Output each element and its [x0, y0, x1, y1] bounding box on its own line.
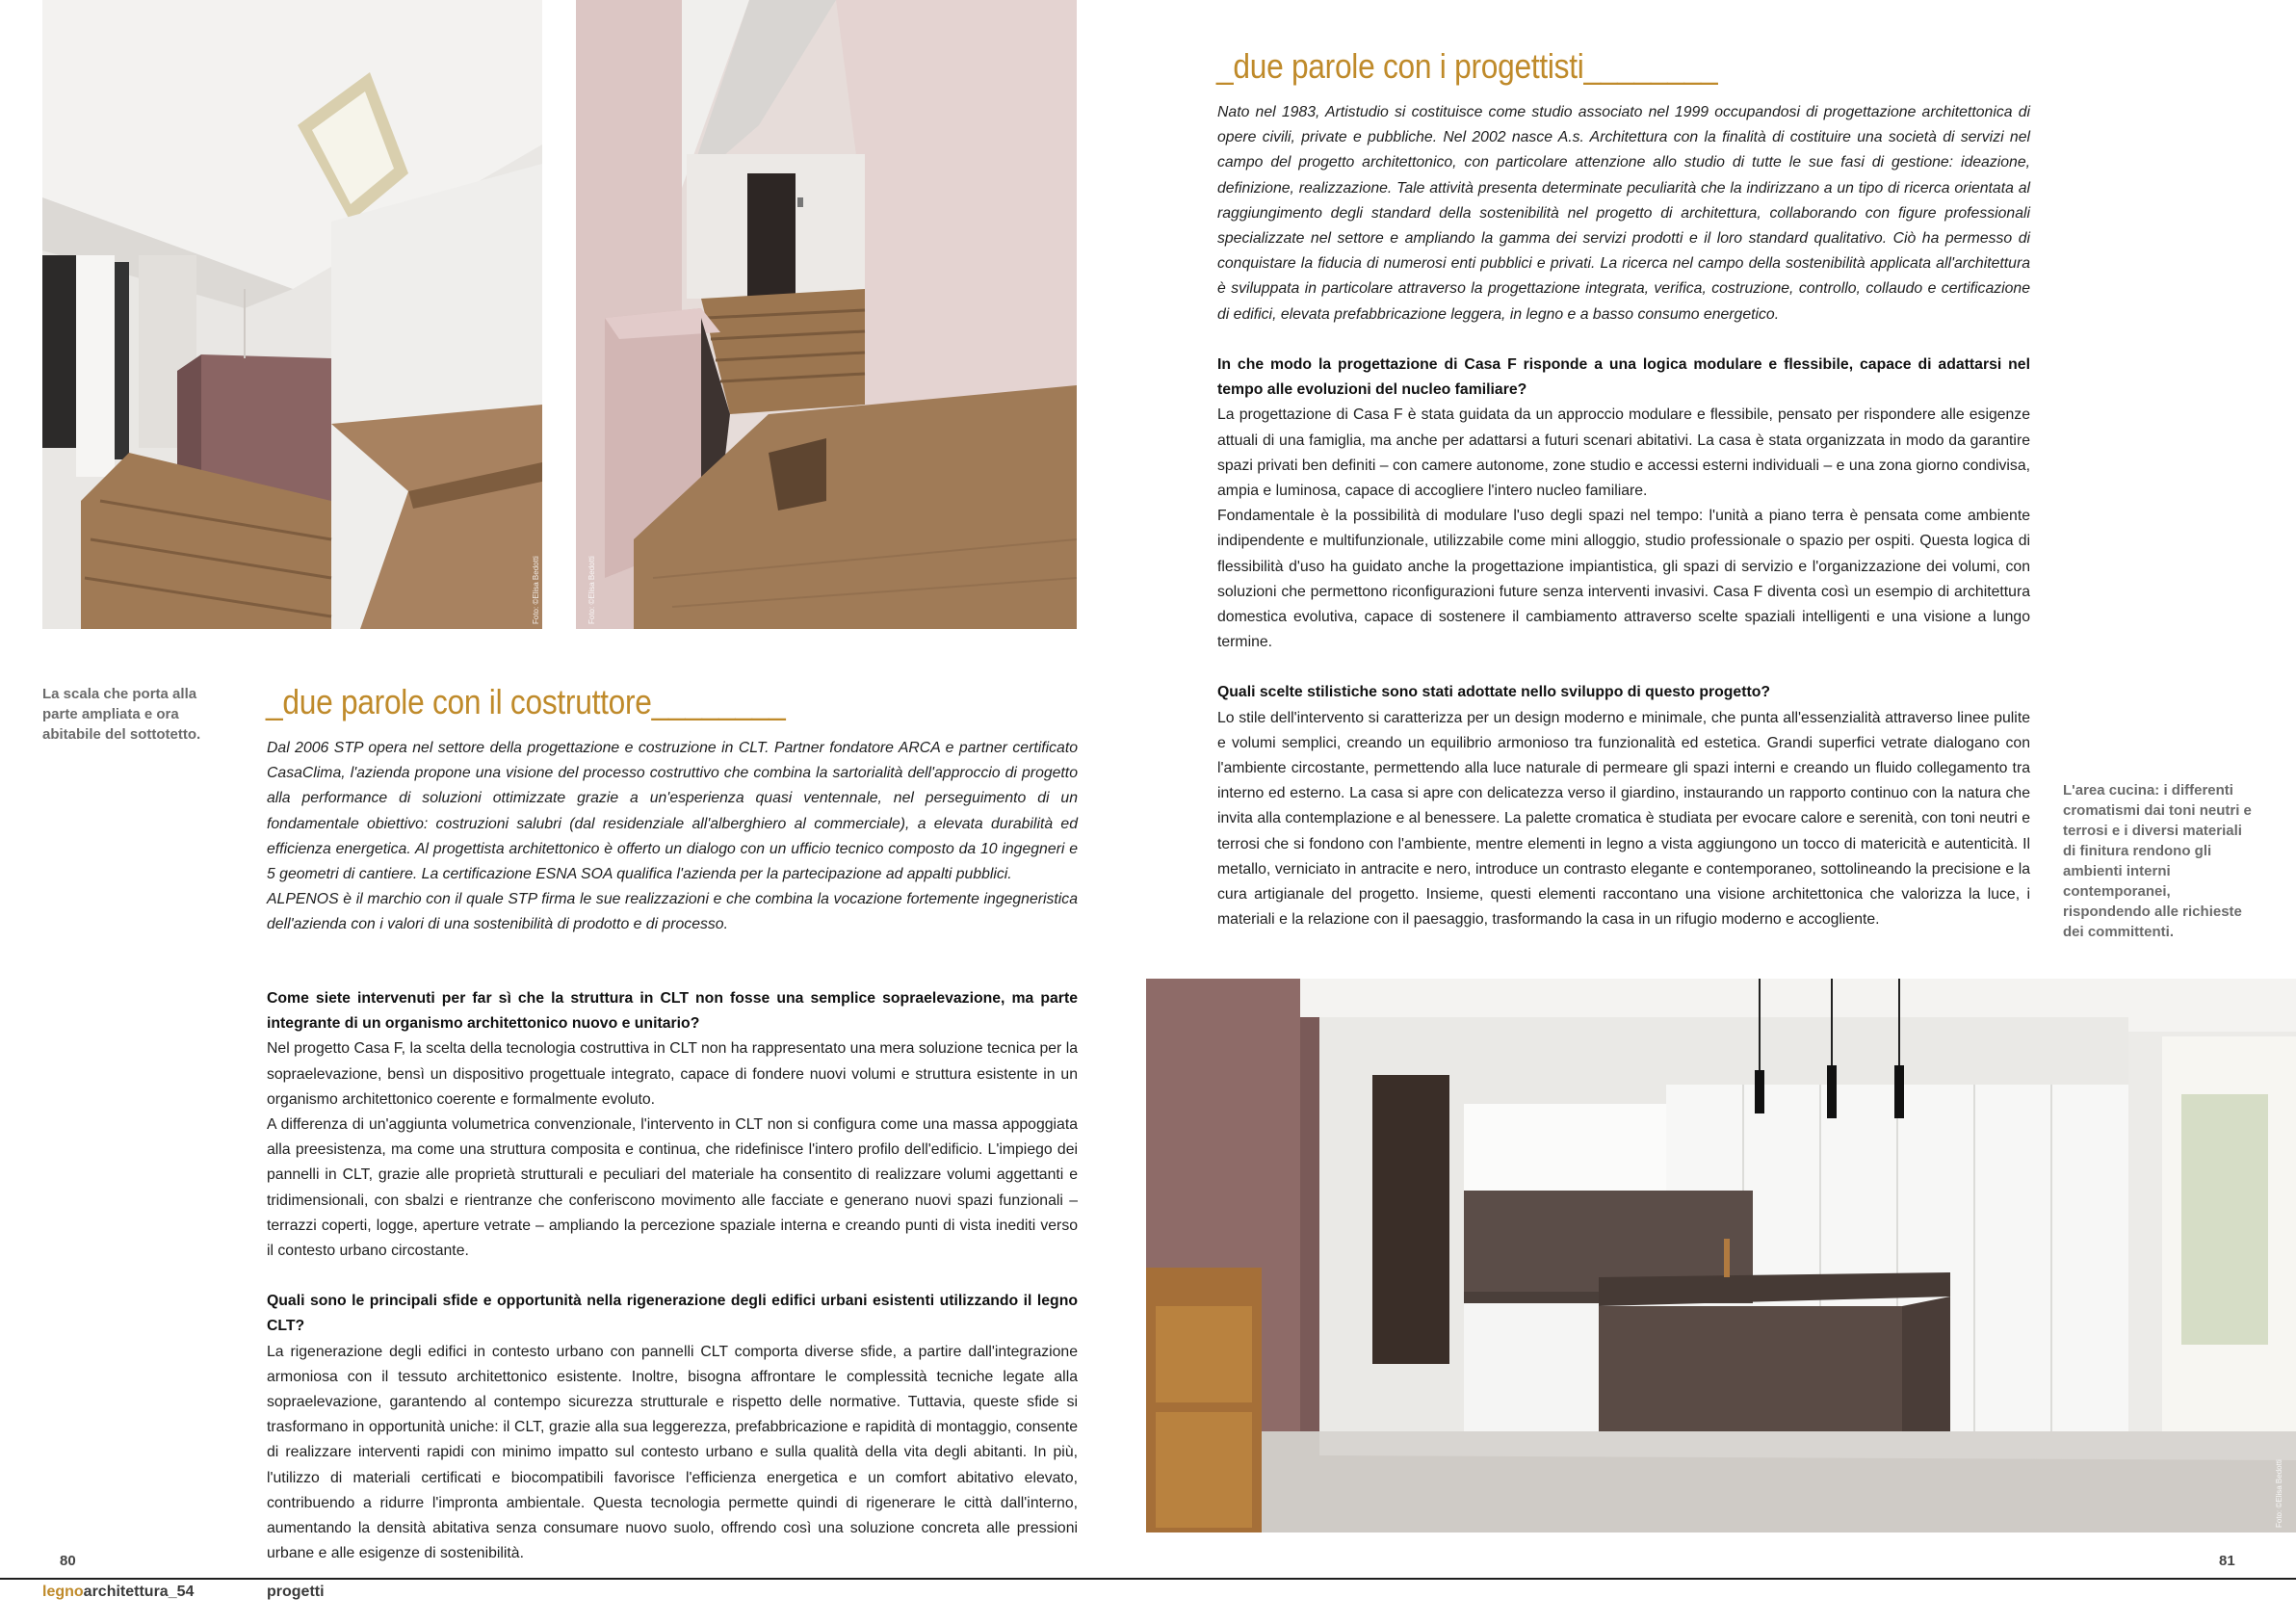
photo-credit: Foto: ©Elisa Bedotti [532, 556, 540, 624]
answer-1-paragraph-1: Nel progetto Casa F, la scelta della tecnologia costruttiva in CLT non ha rappresentato una mera soluzione tecnica per la sopraelevazione, bensì un dispositivo progettuale integrato, capace di fondere nuovi volumi e struttura esistente in un organismo architettonico coerente e formalmente evoluto. [267, 1040, 1078, 1108]
intro-costruttore [267, 736, 1078, 938]
answer-2: La rigenerazione degli edifici in contesto urbano con pannelli CLT comporta diverse sfide, a partire dall'integrazione armoniosa con il tessuto architettonico esistente. Inoltre, bisogna affrontare le complessità tecniche legate alla sopraelevazione, garantendo al contempo sicurezza strutturale e rispetto delle normative. Tuttavia, queste sfide si trasformano in opportunità uniche: il CLT, grazie alla sua leggerezza, prefabbricazione e rapidità di montaggio, consente di realizzare interventi rapidi con minimo impatto sul contesto urbano e sulla qualità della vita degli abitanti. In più, l'utilizzo di materiali certificati e biocompatibili favorisce l'efficienza energetica e un comfort abitativo elevato, contribuendo a ridurre l'impronta ambientale. Questa tecnologia permette quindi di rigenerare le città dall'interno, aumentando la densità abitativa senza consumare nuovo suolo, offrendo così una soluzione concreta alle pressioni urbane e alle esigenze di sostenibilità. [267, 1343, 1078, 1562]
heading-costruttore: _due parole con il costruttore________ [266, 682, 786, 721]
question-2: Quali sono le principali sfide e opportunità nella rigenerazione degli edifici urbani esistenti utilizzando il legno CLT? [267, 1293, 1078, 1335]
question-1: Come siete intervenuti per far sì che la struttura in CLT non fosse una semplice sopraelevazione, ma parte integrante di un organismo architettonico nuovo e unitario? [267, 990, 1078, 1033]
intro-paragraph-1: Dal 2006 STP opera nel settore della progettazione e costruzione in CLT. Partner fondatore ARCA e partner certificato CasaClima, l'azienda propone una visione del processo costruttivo che combina la sartorialità dell'approccio di progetto alla performance di soluzioni ottimizzate grazie a un'esperienza quasi ventennale, nel perseguimento di un fondamentale obiettivo: costruzioni salubri (dal residenziale all'alberghiero al commerciale), a elevata durabilità ed efficienza energetica. Al progettista architettonico è offerto un dialogo con un ufficio tecnico composto da 10 ingegneri e 5 geometri di cantiere. La certificazione ESNA SOA qualifica l'azienda per la partecipazione ad appalti pubblici. [267, 740, 1078, 883]
footer-brand [42, 1584, 194, 1601]
photo-credit: Foto: ©Elisa Bedotti [2275, 1459, 2283, 1528]
kitchen-illustration [1146, 979, 2296, 1532]
question-1: In che modo la progettazione di Casa F risponde a una logica modulare e flessibile, capace di adattarsi nel tempo alle evoluzioni del nucleo familiare? [1217, 356, 2030, 399]
caption-stair: La scala che porta alla parte ampliata e ora abitabile del sottotetto. [42, 686, 201, 743]
stair-right-illustration [576, 0, 1077, 629]
photo-stair-left [42, 0, 542, 629]
page-number-right: 81 [2219, 1553, 2235, 1569]
stair-left-illustration [42, 0, 542, 629]
qa-costruttore [267, 986, 1078, 1566]
intro-paragraph-2: ALPENOS è il marchio con il quale STP firma le sue realizzazioni e che combina la vocazione fortemente ingegneristica dell'azienda con i valori di una sostenibilità di prodotto e di processo. [267, 891, 1078, 933]
footer-section: progetti [267, 1584, 325, 1600]
caption-kitchen: L'area cucina: i differenti cromatismi dai toni neutri e terrosi e i diversi materiali di finitura rendono gli ambienti interni contemporanei, rispondendo alle richieste dei committenti. [2063, 782, 2252, 940]
photo-kitchen [1146, 979, 2296, 1532]
heading-progettisti: _due parole con i progettisti________ [1216, 46, 1718, 86]
question-2: Quali scelte stilistiche sono stati adottate nello sviluppo di questo progetto? [1217, 684, 1771, 701]
footer-brand-issue: architettura_54 [83, 1584, 195, 1600]
photo-stair-right [576, 0, 1077, 629]
intro-text: Nato nel 1983, Artistudio si costituisce come studio associato nel 1999 occupandosi di progettazione architettonica di opere civili, private e pubbliche. Nel 2002 nasce A.s. Architettura con la finalità di costituire una società di servizi nel campo del progetto architettonico, con particolare attenzione allo studio di tutte le sue fasi di gestione: ideazione, definizione, realizzazione. Tale attività presenta determinate peculiarità che la indirizzano a un tipo di ricerca orientata al raggiungimento degli standard della sostenibilità nel progetto di architettura, collaborando con figure professionali specializzate nel settore e ampliando la gamma dei servizi prodotti e il loro standard qualitativo. Ciò ha permesso di conquistare la fiducia di numerosi enti pubblici e privati. La ricerca nel campo della sostenibilità applicata all'architettura è sviluppata in particolare attraverso la progettazione integrata, verifica, costruzione, controllo, collaudo e certificazione di edifici, elevata prefabbricazione leggera, in legno e a basso consumo energetico. [1217, 104, 2030, 323]
footer-rule [0, 1578, 2296, 1580]
page-number-left: 80 [60, 1553, 76, 1569]
answer-1-paragraph-2: Fondamentale è la possibilità di modulare l'uso degli spazi nel tempo: l'unità a piano terra è pensata come ambiente indipendente e multifunzionale, utilizzabile come mini alloggio, studio professionale o spazio per ospiti. Questa logica di flessibilità d'uso ha guidato anche la progettazione impiantistica, gli spazi di servizio e l'organizzazione dei volumi, con soluzioni che permettono riconfigurazioni future senza interventi invasivi. Casa F diventa così un esempio di architettura domestica evolutiva, capace di sostenere il cambiamento attraverso scelte spaziali intelligenti e una visione a lungo termine. [1217, 508, 2030, 651]
intro-progettisti [1217, 100, 2030, 327]
answer-1-paragraph-1: La progettazione di Casa F è stata guidata da un approccio modulare e flessibile, pensato per rispondere alle esigenze attuali di una famiglia, ma anche per adattarsi a futuri scenari abitativi. La casa è stata organizzata in modo da garantire spazi privati ben definiti – con camere autonome, zone studio e accessi esterni individuali – e una zona giorno condivisa, ampia e luminosa, capace di accogliere l'intero nucleo familiare. [1217, 406, 2030, 500]
qa-progettisti [1217, 353, 2030, 932]
footer-brand-legno: legno [42, 1584, 84, 1600]
answer-2: Lo stile dell'intervento si caratterizza per un design moderno e minimale, che punta all'essenzialità attraverso linee pulite e volumi semplici, creando un equilibrio armonioso tra funzionalità ed estetica. Grandi superfici vetrate dialogano con l'ambiente circostante, permettendo alla luce naturale di permeare gli spazi interni e creando un fluido collegamento tra interno ed esterno. La casa si apre con delicatezza verso il giardino, instaurando un rapporto continuo con la natura che invita alla contemplazione e al benessere. La palette cromatica è studiata per evocare calore e serenità, con toni neutri e terrosi che si fondono con l'ambiente, mentre elementi in legno a vista aggiungono un tocco di matericità e autenticità. Il metallo, verniciato in antracite e nero, introduce un contrasto elegante e contemporaneo, sottolineando la precisione e la cura artigianale del progetto. Insieme, questi elementi raccontano una visione architettonica che valorizza la luce, i materiali e la relazione con il paesaggio, trasformando la casa in un rifugio moderno e accogliente. [1217, 709, 2030, 929]
answer-1-paragraph-2: A differenza di un'aggiunta volumetrica convenzionale, l'intervento in CLT non si configura come una massa appoggiata alla preesistenza, ma come una struttura composita e continua, che ridefinisce l'intero profilo dell'edificio. L'impiego dei pannelli in CLT, grazie alle proprietà strutturali e peculiari del materiale ha consentito di realizzare volumi aggettanti e tridimensionali, con sbalzi e rientranze che conferiscono movimento alle facciate e generano nuovi spazi funzionali – terrazzi coperti, logge, aperture vetrate – ampliando la percezione spaziale interna e creando punti di vista inediti verso il contesto urbano circostante. [267, 1116, 1078, 1260]
photo-credit: Foto: ©Elisa Bedotti [587, 556, 596, 624]
